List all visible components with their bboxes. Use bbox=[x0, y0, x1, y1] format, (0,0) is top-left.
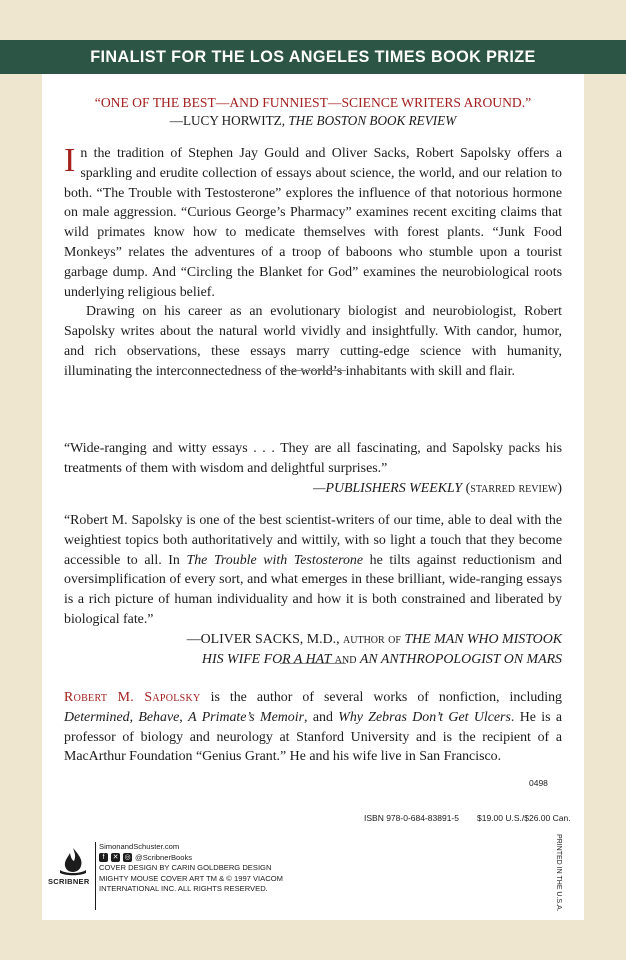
description-paragraph-2: Drawing on his career as an evolutionary biologist and neurobiologist, Robert Sapolsky writes about the natural world vividly and insightfully. With candor, humor, and rich observations, these essays marry cutting-edge science with humanity, illuminating the interconnectedness of the world’s inhabitants with skill and flair. bbox=[64, 304, 562, 379]
review-attribution: —PUBLISHERS WEEKLY (starred review) bbox=[313, 480, 562, 496]
rights-credit: INTERNATIONAL INC. ALL RIGHTS RESERVED. bbox=[99, 884, 268, 894]
author-name: Robert M. Sapolsky bbox=[64, 690, 201, 705]
price: $19.00 U.S./$26.00 Can. bbox=[476, 813, 571, 823]
divider bbox=[280, 663, 346, 664]
product-code: 0498 bbox=[529, 778, 548, 788]
review-attribution: —OLIVER SACKS, M.D., author of THE MAN WHO MISTOOK bbox=[186, 631, 562, 647]
book-description bbox=[64, 144, 562, 382]
review-text: “Robert M. Sapolsky is one of the best scientist-writers of our time, able to deal with the weightiest topics both authoritatively and wittily, with so light a touch that they become accessible to all. In The Trouble with Testosterone he tilts against reductionism and oversimplification of every sort, and what emerges in these brilliant, wide-ranging essays is a rich picture of human individuality and how it is both constrained and liberated by biological fate.” bbox=[64, 513, 562, 627]
instagram-icon: ◎ bbox=[124, 854, 131, 862]
publisher-credits bbox=[99, 842, 283, 895]
cover-art-credit: MIGHTY MOUSE COVER ART TM & © 1997 VIACOM bbox=[99, 873, 283, 883]
description-paragraph-1: In the tradition of Stephen Jay Gould and Oliver Sacks, Robert Sapolsky offers a sparkling and erudite collection of essays about science, the world, and our relation to both. “The Trouble with Testosterone” explores the influence of that notorious hormone on male aggression. “Curious George’s Pharmacy” examines recent exciting claims that wild primates know how to medicate themselves with forest plants. “Junk Food Monkeys” relates the adventures of a troop of baboons who stumble upon a tourist garbage dump. And “Circling the Blanket for God” examines the neurobiological roots underlying religious belief. bbox=[64, 142, 562, 300]
review-publishers-weekly bbox=[64, 439, 562, 498]
cover-design-credit: COVER DESIGN BY CARIN GOLDBERG DESIGN bbox=[99, 863, 272, 873]
divider bbox=[280, 370, 346, 371]
publisher-website: SimonandSchuster.com bbox=[99, 842, 180, 851]
review-text: “Wide-ranging and witty essays . . . They are all fascinating, and Sapolsky packs his treatments of them with wisdom and delightful surprises.” bbox=[64, 441, 562, 476]
author-bio: Robert M. Sapolsky is the author of several works of nonfiction, including Determined, Behave, A Primate’s Memoir, and Why Zebras Don’t Get Ulcers. He is a professor of biology and neurology at Stanford University and is the recipient of a MacArthur Foundation “Genius Grant.” He and his wife live in San Francisco. bbox=[64, 690, 563, 765]
printed-in: PRINTED IN THE U.S.A. bbox=[555, 834, 562, 912]
isbn: ISBN 978-0-684-83891-5 bbox=[364, 813, 459, 823]
headline-quote-attribution: —LUCY HORWITZ, THE BOSTON BOOK REVIEW bbox=[169, 113, 457, 128]
review-attribution-line-2: HIS WIFE FOR A HAT and AN ANTHROPOLOGIST ON MARS bbox=[201, 651, 562, 667]
drop-cap: I bbox=[64, 142, 76, 179]
headline-quote: “ONE OF THE BEST—AND FUNNIEST—SCIENCE WRITERS AROUND.” bbox=[94, 95, 532, 110]
facebook-icon: f bbox=[99, 853, 108, 862]
social-handle: @ScribnerBooks bbox=[135, 852, 193, 862]
separator bbox=[95, 842, 96, 910]
publisher-name: SCRIBNER bbox=[48, 877, 90, 886]
x-icon: ✕ bbox=[112, 854, 119, 862]
prize-banner: FINALIST FOR THE LOS ANGELES TIMES BOOK PRIZE bbox=[0, 40, 626, 74]
review-oliver-sacks bbox=[64, 511, 562, 669]
isbn-price bbox=[364, 813, 571, 823]
social-links bbox=[99, 853, 283, 864]
scribner-logo-icon bbox=[54, 846, 92, 876]
cover-panel bbox=[42, 74, 584, 920]
